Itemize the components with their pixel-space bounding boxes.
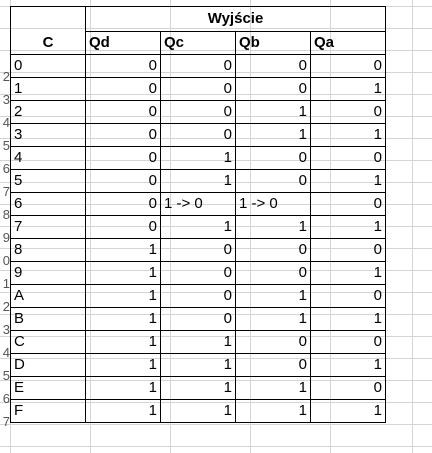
cell-qa[interactable]: 1 <box>311 308 386 331</box>
row-number-stub: 9 <box>2 230 10 245</box>
cell-qb[interactable]: 1 <box>236 124 311 147</box>
cell-qa[interactable]: 0 <box>311 239 386 262</box>
cell-qb[interactable]: 0 <box>236 262 311 285</box>
cell-qc[interactable]: 1 <box>161 147 236 170</box>
row-number-stub: 2 <box>2 299 10 314</box>
cell-c[interactable]: 2 <box>11 101 86 124</box>
gridline-horizontal <box>0 446 432 447</box>
cell-c[interactable]: 4 <box>11 147 86 170</box>
cell-qa[interactable]: 1 <box>311 262 386 285</box>
cell-qb[interactable]: 1 <box>236 400 311 423</box>
cell-qc[interactable]: 1 <box>161 216 236 239</box>
cell-qd[interactable]: 0 <box>86 193 161 216</box>
cell-qa[interactable]: 1 <box>311 124 386 147</box>
row-number-stub: 3 <box>2 92 10 107</box>
table-row <box>11 308 386 331</box>
table-row <box>11 170 386 193</box>
row-number-stub: 3 <box>2 322 10 337</box>
cell-qa[interactable]: 0 <box>311 55 386 78</box>
table-row <box>11 377 386 400</box>
cell-qc[interactable]: 0 <box>161 285 236 308</box>
cell-c[interactable]: F <box>11 400 86 423</box>
cell-qb[interactable]: 1 -> 0 <box>236 193 311 216</box>
header-row-group <box>11 7 386 32</box>
cell-qd[interactable]: 1 <box>86 285 161 308</box>
header-cell-qc[interactable]: Qc <box>161 32 236 55</box>
table-row <box>11 239 386 262</box>
table-row <box>11 331 386 354</box>
cell-qc[interactable]: 1 -> 0 <box>161 193 236 216</box>
row-number-stub: 0 <box>2 253 10 268</box>
cell-qc[interactable]: 1 <box>161 331 236 354</box>
cell-c[interactable]: 7 <box>11 216 86 239</box>
header-group-cell[interactable]: Wyjście <box>86 7 386 32</box>
cell-qa[interactable]: 1 <box>311 170 386 193</box>
cell-qd[interactable]: 0 <box>86 147 161 170</box>
cell-qb[interactable]: 0 <box>236 170 311 193</box>
cell-qc[interactable]: 0 <box>161 308 236 331</box>
cell-qb[interactable]: 1 <box>236 308 311 331</box>
cell-qa[interactable]: 0 <box>311 285 386 308</box>
cell-qa[interactable]: 0 <box>311 377 386 400</box>
cell-qd[interactable]: 0 <box>86 101 161 124</box>
table-row <box>11 101 386 124</box>
table-row <box>11 216 386 239</box>
row-number-stub: 5 <box>2 368 10 383</box>
cell-qc[interactable]: 1 <box>161 400 236 423</box>
header-cell-qd[interactable]: Qd <box>86 32 161 55</box>
cell-qb[interactable]: 1 <box>236 377 311 400</box>
cell-qd[interactable]: 0 <box>86 216 161 239</box>
cell-qd[interactable]: 0 <box>86 170 161 193</box>
row-number-stub: 5 <box>2 138 10 153</box>
cell-qc[interactable]: 0 <box>161 78 236 101</box>
cell-c[interactable]: 0 <box>11 55 86 78</box>
cell-blank-top[interactable] <box>11 7 86 32</box>
cell-qd[interactable]: 1 <box>86 308 161 331</box>
cell-c[interactable]: 3 <box>11 124 86 147</box>
truth-table <box>10 6 386 423</box>
cell-qa[interactable]: 1 <box>311 354 386 377</box>
row-number-stub: 7 <box>2 184 10 199</box>
cell-qa[interactable]: 1 <box>311 78 386 101</box>
cell-qd[interactable]: 0 <box>86 78 161 101</box>
cell-qd[interactable]: 1 <box>86 239 161 262</box>
row-number-stub: 4 <box>2 345 10 360</box>
cell-qb[interactable]: 1 <box>236 101 311 124</box>
cell-c[interactable]: 6 <box>11 193 86 216</box>
cell-qb[interactable]: 0 <box>236 331 311 354</box>
row-number-stub: 1 <box>2 276 10 291</box>
cell-qd[interactable]: 1 <box>86 377 161 400</box>
cell-qb[interactable]: 0 <box>236 354 311 377</box>
cell-qa[interactable]: 0 <box>311 331 386 354</box>
cell-c[interactable]: A <box>11 285 86 308</box>
cell-qa[interactable]: 0 <box>311 101 386 124</box>
table-row <box>11 400 386 423</box>
row-number-stub: 4 <box>2 115 10 130</box>
cell-qb[interactable]: 0 <box>236 147 311 170</box>
cell-c[interactable]: 5 <box>11 170 86 193</box>
cell-qc[interactable]: 1 <box>161 354 236 377</box>
cell-c[interactable]: C <box>11 331 86 354</box>
row-number-stub: 8 <box>2 207 10 222</box>
table-row <box>11 55 386 78</box>
table-row <box>11 124 386 147</box>
table-row <box>11 193 386 216</box>
cell-qa[interactable]: 0 <box>311 147 386 170</box>
cell-qb[interactable]: 0 <box>236 78 311 101</box>
cell-qd[interactable]: 1 <box>86 354 161 377</box>
cell-c[interactable]: E <box>11 377 86 400</box>
table-row <box>11 285 386 308</box>
cell-qc[interactable]: 1 <box>161 170 236 193</box>
cell-qd[interactable]: 0 <box>86 55 161 78</box>
cell-c[interactable]: B <box>11 308 86 331</box>
cell-qd[interactable]: 1 <box>86 400 161 423</box>
cell-qb[interactable]: 1 <box>236 216 311 239</box>
cell-qc[interactable]: 1 <box>161 377 236 400</box>
cell-qd[interactable]: 1 <box>86 262 161 285</box>
header-cell-qb[interactable]: Qb <box>236 32 311 55</box>
row-number-stub: 6 <box>2 161 10 176</box>
row-number-stub: 2 <box>2 69 10 84</box>
cell-c[interactable]: 9 <box>11 262 86 285</box>
cell-qb[interactable]: 0 <box>236 55 311 78</box>
table-row <box>11 78 386 101</box>
row-number-stub: 7 <box>2 414 10 429</box>
cell-qa[interactable]: 1 <box>311 400 386 423</box>
table-row <box>11 147 386 170</box>
cell-qc[interactable]: 0 <box>161 239 236 262</box>
cell-qc[interactable]: 0 <box>161 55 236 78</box>
cell-qb[interactable]: 0 <box>236 239 311 262</box>
cell-qa[interactable]: 0 <box>311 193 386 216</box>
table-row <box>11 354 386 377</box>
cell-qd[interactable]: 1 <box>86 331 161 354</box>
header-cell-c[interactable]: C <box>11 32 86 55</box>
cell-qc[interactable]: 0 <box>161 124 236 147</box>
cell-qb[interactable]: 1 <box>236 285 311 308</box>
header-row-columns <box>11 32 386 55</box>
row-number-stub: 6 <box>2 391 10 406</box>
cell-qa[interactable]: 1 <box>311 216 386 239</box>
cell-c[interactable]: 8 <box>11 239 86 262</box>
table-row <box>11 262 386 285</box>
header-cell-qa[interactable]: Qa <box>311 32 386 55</box>
cell-qc[interactable]: 0 <box>161 101 236 124</box>
cell-c[interactable]: 1 <box>11 78 86 101</box>
cell-c[interactable]: D <box>11 354 86 377</box>
gridline-horizontal <box>0 424 432 425</box>
cell-qc[interactable]: 0 <box>161 262 236 285</box>
cell-qd[interactable]: 0 <box>86 124 161 147</box>
